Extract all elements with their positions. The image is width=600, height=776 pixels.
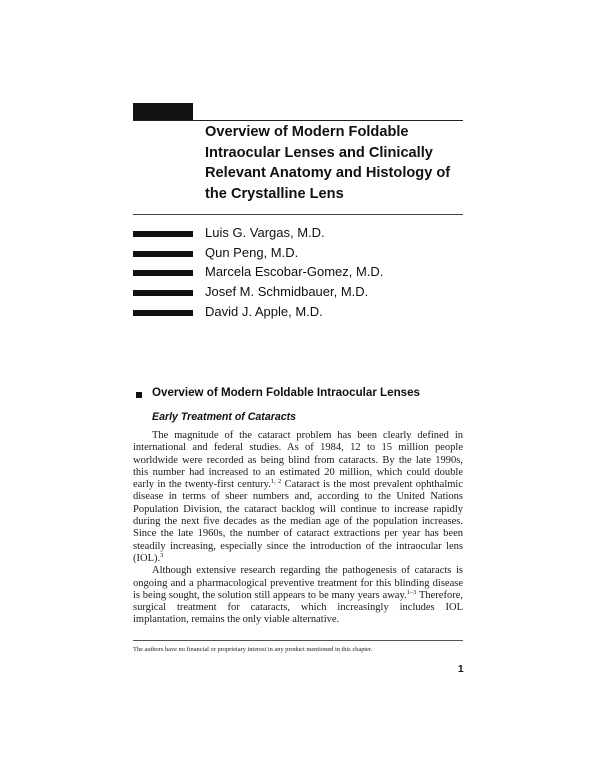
body-text [133, 430, 463, 627]
author-marker-bar [133, 270, 193, 276]
section-heading: Overview of Modern Foldable Intraocular Lenses [152, 386, 421, 399]
paragraph-text: Cataract is the most prevalent ophthalmic disease in terms of sheer numbers and, according to the United Nations Population Division, the cataract backlog will continue to increase rapidly during the next five decades as the median age of the population increases. Since the late 1960s, the number of cataract extractions per year has been steadily increasing, especially since the introduction of the intraocular lens (IOL). [133, 479, 463, 564]
author-marker-bar [133, 290, 193, 296]
subsection-heading: Early Treatment of Cataracts [152, 411, 297, 423]
chapter-title: Overview of Modern Foldable Intraocular Lenses and Clinically Relevant Anatomy and Histology of the Crystalline Lens [205, 124, 451, 202]
page-number: 1 [458, 664, 464, 675]
author-marker-bar [133, 251, 193, 257]
title-divider [133, 214, 463, 215]
author-name: Luis G. Vargas, M.D. [205, 225, 325, 240]
footnote-rule [133, 640, 463, 641]
citation-ref: 1, 2 [270, 478, 282, 486]
author-name: Josef M. Schmidbauer, M.D. [205, 284, 369, 300]
paragraph-text: Therefore, surgical treatment for cataracts, which increasingly includes IOL implantation, remains the only viable alternative. [133, 589, 463, 626]
top-rule [133, 120, 463, 121]
author-name: Marcela Escobar-Gomez, M.D. [205, 264, 384, 280]
paragraph-text: Although extensive research regarding the pathogenesis of cataracts is ongoing and a pharmacological preventive treatment for this blinding disease is being sought, the solution still appears to be many years away. [133, 565, 463, 601]
chapter-marker-bar [133, 103, 193, 121]
author-name: David J. Apple, M.D. [205, 303, 323, 319]
citation-ref: 3 [160, 551, 164, 559]
paragraph-text: The magnitude of the cataract problem has been clearly defined in international and federal studies. As of 1984, 12 to 15 million people worldwide were recorded as being blind from cataracts. By the late 1990s, this number had increased to an estimated 20 million, which could double early in the twenty-first century. [133, 430, 463, 491]
paragraph [133, 430, 463, 565]
author-marker-bar [133, 310, 193, 316]
paragraph [133, 565, 463, 626]
citation-ref: 1–3 [406, 588, 417, 596]
author-name: Qun Peng, M.D. [205, 244, 299, 260]
footnote: The authors have no financial or proprietary interest in any product mentioned in this chapter. [133, 646, 373, 653]
section-bullet-icon [136, 392, 142, 398]
author-marker-bar [133, 231, 193, 237]
